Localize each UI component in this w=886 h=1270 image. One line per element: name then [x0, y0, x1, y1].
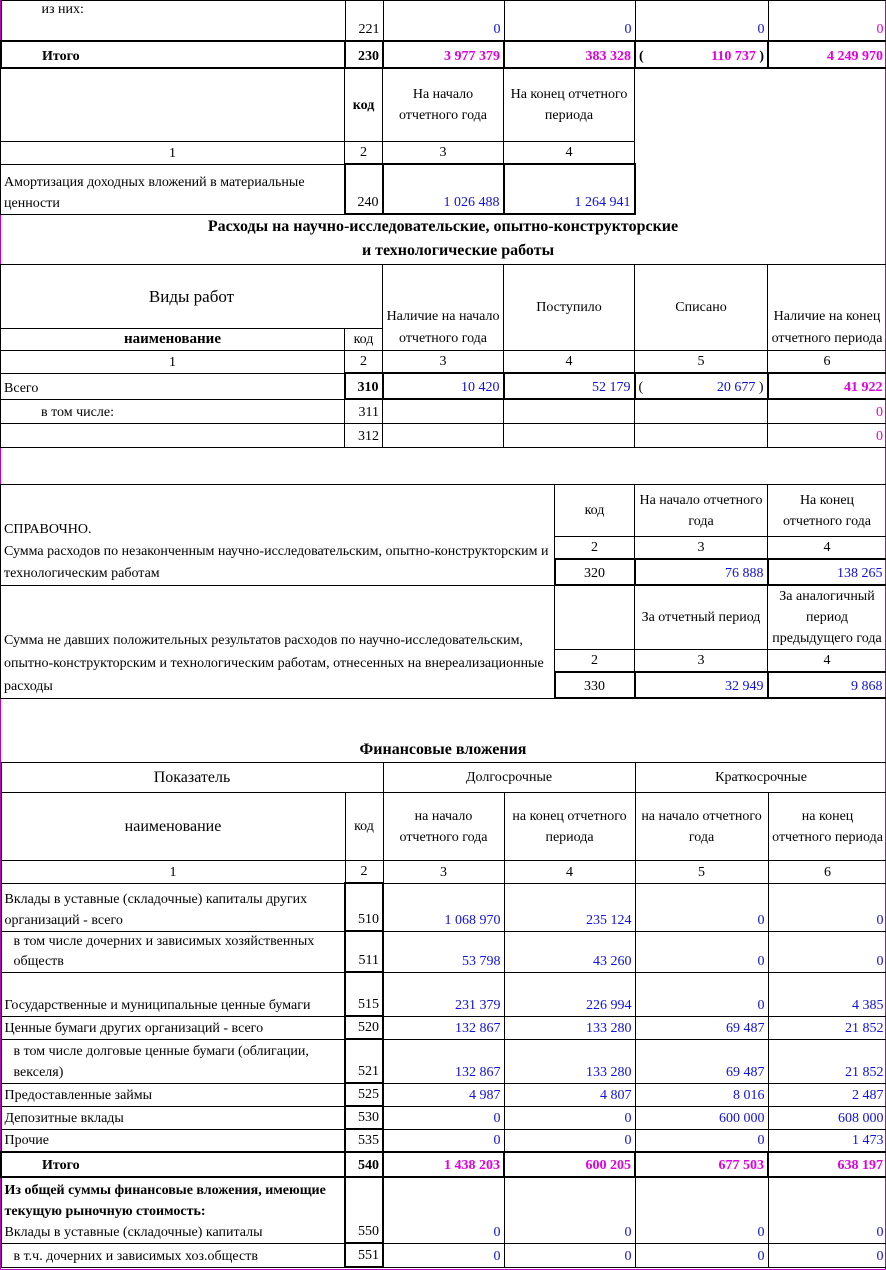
fin-col-short-start: на начало отчетного года	[635, 793, 768, 861]
fin-market-heading: Из общей суммы финансовые вложения, имеющие текущую рыночную стоимость:	[4, 1182, 326, 1219]
reference-table	[0, 484, 886, 699]
code-551: 551	[345, 1243, 383, 1267]
fin-row-515-label: Государственные и муниципальные ценные бумаги	[1, 972, 345, 1016]
cell-221-5: 0	[635, 1, 768, 41]
cell-550-6: 0	[768, 1177, 886, 1243]
fin-col-long-start: на начало отчетного года	[383, 793, 504, 861]
fin-row-550-cell	[1, 1177, 345, 1243]
fin-col-short-end: на конец отчетного периода	[768, 793, 886, 861]
cell-230-6: 4 249 970	[768, 41, 886, 68]
cell-551-5: 0	[635, 1243, 768, 1267]
cell-221-6: 0	[768, 1, 886, 41]
cell-520-5: 69 487	[635, 1016, 768, 1039]
code-525: 525	[345, 1083, 383, 1106]
fin-row-520-label: Ценные бумаги других организаций - всего	[1, 1016, 345, 1039]
cell-511-5: 0	[635, 931, 768, 972]
cell-520-4: 133 280	[504, 1016, 635, 1039]
fin-col-long-end: на конец отчетного периода	[504, 793, 635, 861]
ref-row1-label: Сумма расходов по незаконченным научно-исследовательским, опытно-конструкторским и технологическим работам	[4, 543, 549, 581]
rnd-col-code: код	[345, 329, 383, 351]
fin-row-535-label: Прочие	[1, 1129, 345, 1152]
cell-540-6: 638 197	[768, 1152, 886, 1177]
code-510: 510	[345, 883, 383, 931]
rnd-num-3: 3	[383, 351, 504, 374]
ref-row1-cell	[1, 485, 555, 586]
cell-525-3: 4 987	[383, 1083, 504, 1106]
rnd-row-312-label	[1, 423, 345, 447]
cell-521-5: 69 487	[635, 1039, 768, 1083]
amort-col-code: код	[345, 69, 383, 142]
code-535: 535	[345, 1129, 383, 1152]
cell-230-5-value: 110 737	[711, 48, 756, 64]
fin-num-2: 2	[345, 861, 383, 884]
cell-535-5: 0	[635, 1129, 768, 1152]
cell-535-3: 0	[383, 1129, 504, 1152]
rnd-title-line2: и технологические работы	[361, 242, 555, 259]
code-240: 240	[345, 164, 383, 214]
cell-540-5: 677 503	[635, 1152, 768, 1177]
cell-540-4: 600 205	[504, 1152, 635, 1177]
cell-550-4: 0	[504, 1177, 635, 1243]
cell-515-6: 4 385	[768, 972, 886, 1016]
cell-535-4: 0	[504, 1129, 635, 1152]
fin-row-510-label: Вклады в уставные (складочные) капиталы других организаций - всего	[1, 883, 345, 931]
cell-530-4: 0	[504, 1106, 635, 1129]
fin-row-530-label: Депозитные вклады	[1, 1106, 345, 1129]
ref2-num-3: 3	[635, 650, 768, 673]
rnd-num-5: 5	[635, 351, 768, 374]
fin-title: Финансовые вложения	[359, 741, 527, 758]
ref-col-start: На начало отчетного года	[635, 485, 768, 537]
cell-310-5	[635, 373, 768, 399]
rnd-row-310-label: Всего	[1, 373, 345, 399]
cell-550-5: 0	[635, 1177, 768, 1243]
cell-311-5	[635, 399, 768, 423]
code-540: 540	[345, 1152, 383, 1177]
code-515: 515	[345, 972, 383, 1016]
cell-550-3: 0	[383, 1177, 504, 1243]
cell-510-6: 0	[768, 883, 886, 931]
fin-num-5: 5	[635, 861, 768, 884]
fin-col-indicator: Показатель	[1, 763, 383, 793]
cell-521-6: 21 852	[768, 1039, 886, 1083]
code-520: 520	[345, 1016, 383, 1039]
paren-close: )	[759, 48, 764, 64]
ref2-num-4: 4	[768, 650, 886, 673]
amort-row-label: Амортизация доходных вложений в материальные ценности	[1, 164, 345, 214]
fin-col-code: код	[345, 793, 383, 861]
rnd-num-2: 2	[345, 351, 383, 374]
amort-col-start: На начало отчетного года	[383, 69, 504, 142]
paren-open-310: (	[638, 380, 644, 395]
cell-320-4: 138 265	[768, 559, 886, 585]
fin-table	[0, 762, 886, 1268]
cell-310-5-value: 20 677	[716, 380, 756, 395]
amort-num-4: 4	[504, 142, 635, 165]
fin-num-3: 3	[383, 861, 504, 884]
fin-num-1: 1	[1, 861, 345, 884]
fin-row-521-label: в том числе долговые ценные бумаги (облигации, векселя)	[1, 1039, 345, 1083]
cell-312-3	[383, 423, 504, 447]
ref-row2-label: Сумма не давших положительных результатов расходов по научно-исследовательским, опытно-конструкторским и технологическим работам, отнесенных на внереализационные расходы	[1, 585, 555, 698]
cell-540-3: 1 438 203	[383, 1152, 504, 1177]
rnd-col-end: Наличие на конец отчетного периода	[768, 265, 886, 351]
ref-col-period: За отчетный период	[635, 585, 768, 650]
cell-520-6: 21 852	[768, 1016, 886, 1039]
cell-311-3	[383, 399, 504, 423]
cell-312-6: 0	[768, 423, 886, 447]
fin-col-name: наименование	[1, 793, 345, 861]
ref-num-3: 3	[635, 537, 768, 560]
cell-535-6: 1 473	[768, 1129, 886, 1152]
cell-510-4: 235 124	[504, 883, 635, 931]
cell-511-4: 43 260	[504, 931, 635, 972]
cell-521-4: 133 280	[504, 1039, 635, 1083]
cell-320-3: 76 888	[635, 559, 768, 585]
cell-525-6: 2 487	[768, 1083, 886, 1106]
rnd-num-1: 1	[1, 351, 345, 374]
rnd-table	[0, 264, 886, 448]
ref-col-code: код	[555, 485, 635, 537]
code-312: 312	[345, 423, 383, 447]
cell-230-4: 383 328	[504, 41, 635, 68]
rnd-col-name: наименование	[1, 329, 345, 351]
cell-520-3: 132 867	[383, 1016, 504, 1039]
cell-515-3: 231 379	[383, 972, 504, 1016]
cell-510-3: 1 068 970	[383, 883, 504, 931]
fin-col-long: Долгосрочные	[383, 763, 635, 793]
cell-221-3: 0	[383, 1, 504, 41]
cell-330-4: 9 868	[768, 672, 886, 698]
rnd-col-written: Списано	[635, 265, 768, 351]
amort-col-end: На конец отчетного периода	[504, 69, 635, 142]
cell-310-3: 10 420	[383, 373, 504, 399]
fin-row-551-label: в т.ч. дочерних и зависимых хоз.обществ	[1, 1243, 345, 1267]
rnd-num-4: 4	[504, 351, 635, 374]
code-310: 310	[345, 373, 383, 399]
cell-230-5	[635, 41, 768, 68]
cell-515-5: 0	[635, 972, 768, 1016]
cell-310-6: 41 922	[768, 373, 886, 399]
code-521: 521	[345, 1039, 383, 1083]
code-230: 230	[345, 41, 383, 68]
rnd-col-kinds: Виды работ	[1, 265, 383, 329]
cell-310-4: 52 179	[504, 373, 635, 399]
code-330: 330	[555, 672, 635, 698]
paren-close-310: )	[758, 380, 764, 395]
cell-525-4: 4 807	[504, 1083, 635, 1106]
cell-240-3: 1 026 488	[383, 164, 504, 214]
cell-221-4: 0	[504, 1, 635, 41]
code-530: 530	[345, 1106, 383, 1129]
code-511: 511	[345, 931, 383, 972]
fin-num-4: 4	[504, 861, 635, 884]
code-311: 311	[345, 399, 383, 423]
cell-521-3: 132 867	[383, 1039, 504, 1083]
cell-551-3: 0	[383, 1243, 504, 1267]
amort-num-2: 2	[345, 142, 383, 165]
code-550: 550	[345, 1177, 383, 1243]
code-320: 320	[555, 559, 635, 585]
cell-330-3: 32 949	[635, 672, 768, 698]
fin-row-525-label: Предоставленные займы	[1, 1083, 345, 1106]
fin-row-540-label: Итого	[1, 1152, 345, 1177]
cell-230-3: 3 977 379	[383, 41, 504, 68]
paren-open: (	[639, 48, 644, 64]
cell-311-6: 0	[768, 399, 886, 423]
cell-311-4	[504, 399, 635, 423]
cell-530-3: 0	[383, 1106, 504, 1129]
rnd-col-start: Наличие на начало отчетного года	[383, 265, 504, 351]
cell-312-5	[635, 423, 768, 447]
cell-530-5: 600 000	[635, 1106, 768, 1129]
rnd-title-line1: Расходы на научно-исследовательские, опытно-конструкторские	[207, 218, 679, 235]
cell-530-6: 608 000	[768, 1106, 886, 1129]
rnd-row-311-label: в том числе:	[1, 399, 345, 423]
total-230-label: Итого	[1, 41, 345, 68]
cell-551-4: 0	[504, 1243, 635, 1267]
rnd-num-6: 6	[768, 351, 886, 374]
cell-510-5: 0	[635, 883, 768, 931]
fin-row-550-label: Вклады в уставные (складочные) капиталы	[4, 1224, 263, 1240]
cell-525-5: 8 016	[635, 1083, 768, 1106]
ref-col-blank	[555, 585, 635, 650]
ref-num-4: 4	[768, 537, 886, 560]
ref-num-2: 2	[555, 537, 635, 560]
ref-heading: СПРАВОЧНО.	[4, 521, 92, 537]
ref-col-prev: За аналогичный период предыдущего года	[768, 585, 886, 650]
rnd-col-received: Поступило	[504, 265, 635, 351]
cell-511-3: 53 798	[383, 931, 504, 972]
fin-col-short: Краткосрочные	[635, 763, 886, 793]
amort-num-1: 1	[1, 142, 345, 165]
top-table	[0, 0, 886, 69]
cell-515-4: 226 994	[504, 972, 635, 1016]
fin-num-6: 6	[768, 861, 886, 884]
amort-blank-header	[1, 69, 345, 142]
ref2-num-2: 2	[555, 650, 635, 673]
ref-col-end: На конец отчетного года	[768, 485, 886, 537]
cell-240-4: 1 264 941	[504, 164, 635, 214]
from-them-label: из них:	[1, 1, 345, 41]
fin-row-511-label: в том числе дочерних и зависимых хозяйственных обществ	[1, 931, 345, 972]
amortization-table	[0, 68, 636, 215]
amort-num-3: 3	[383, 142, 504, 165]
cell-511-6: 0	[768, 931, 886, 972]
rnd-title	[0, 215, 886, 263]
cell-551-6: 0	[768, 1243, 886, 1267]
cell-312-4	[504, 423, 635, 447]
code-221: 221	[345, 1, 383, 41]
